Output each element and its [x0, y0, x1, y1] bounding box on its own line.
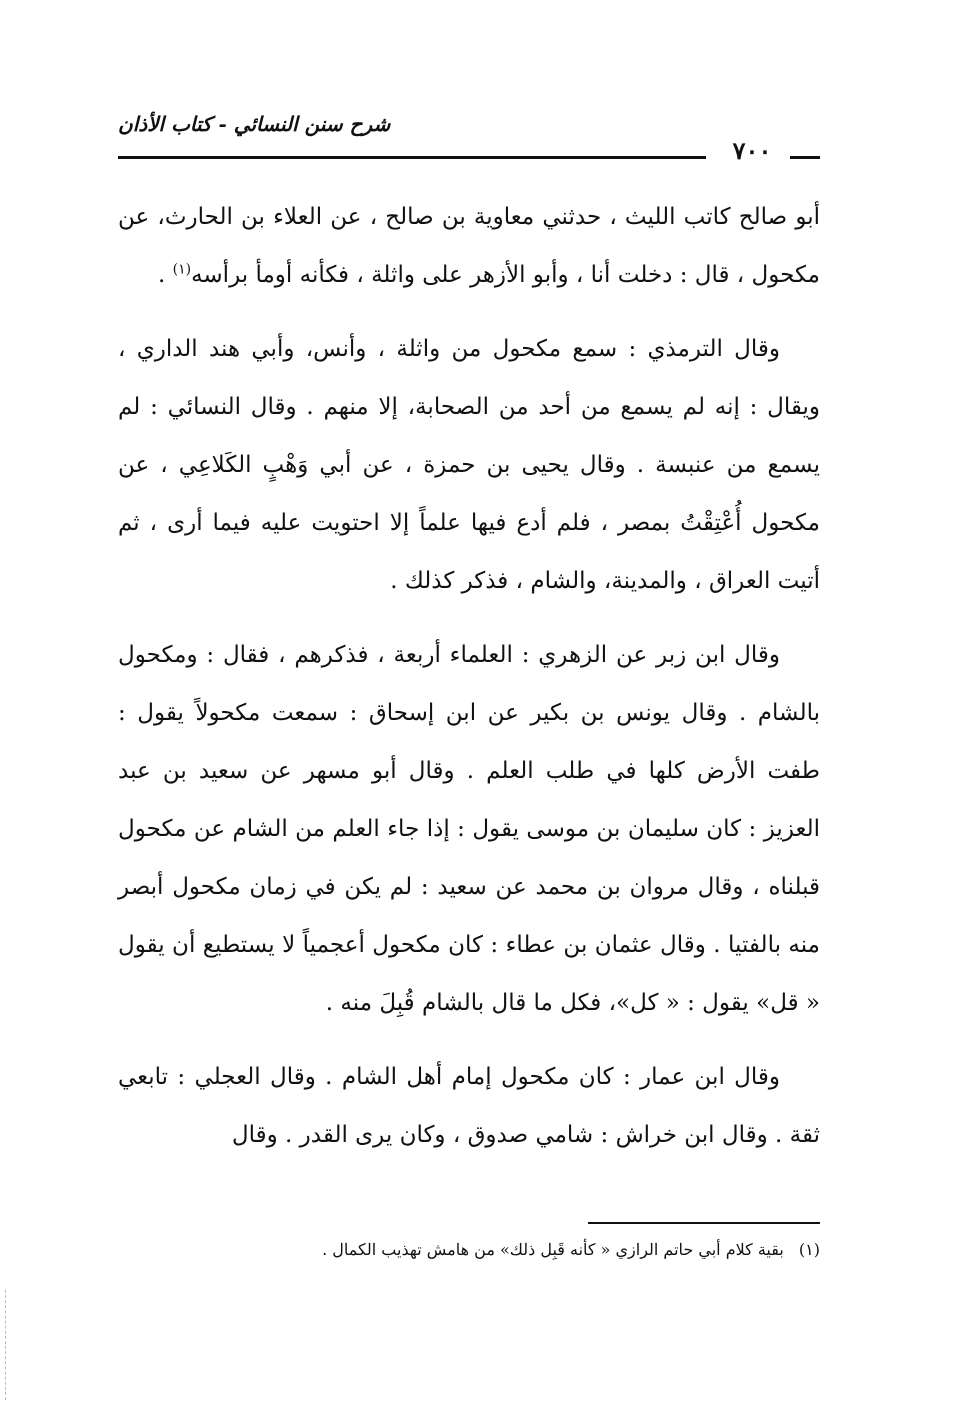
paragraph-1-text: أبو صالح كاتب الليث ، حدثني معاوية بن صالح ، عن العلاء بن الحارث، عن مكحول ، قال : دخلت أنا ، وأبو الأزهر على واثلة ، فكأنه أومأ برأسه — [118, 204, 820, 288]
scan-edge-mark — [5, 1290, 6, 1400]
paragraph-1-tail: . — [157, 262, 173, 288]
paragraph-1 — [118, 188, 820, 304]
footnote-text: بقية كلام أبي حاتم الرازي « كأنه قَبِل ذلك» من هامش تهذيب الكمال . — [322, 1240, 784, 1259]
paragraph-2: وقال الترمذي : سمع مكحول من واثلة ، وأنس، وأبي هند الداري ، ويقال : إنه لم يسمع من أحد من الصحابة، إلا منهم . وقال النسائي : لم يسمع من عنبسة . وقال يحيى بن حمزة ، عن أبي وَهْبٍ الكَلاعِي ، عن مكحول أُعْتِقْتُ بمصر ، فلم أدع فيها علماً إلا احتويت عليه فيما أرى ، ثم أتيت العراق ، والمدينة، والشام ، فذكر كذلك . — [118, 336, 820, 594]
paragraph-4: وقال ابن عمار : كان مكحول إمام أهل الشام . وقال العجلي : تابعي ثقة . وقال ابن خراش : شامي صدوق ، وكان يرى القدر . وقال — [118, 1064, 820, 1148]
footnote-reference: (١) — [172, 261, 192, 278]
body-text — [118, 188, 820, 1180]
footnote-number: (١) — [798, 1240, 820, 1259]
paragraph-3: وقال ابن زبر عن الزهري : العلماء أربعة ، فذكرهم ، فقال : ومكحول بالشام . وقال يونس بن بكير عن ابن إسحاق : سمعت مكحولاً يقول : طفت الأرض كلها في طلب العلم . وقال أبو مسهر عن سعيد بن عبد العزيز : كان سليمان بن موسى يقول : إذا جاء العلم من الشام عن مكحول قبلناه ، وقال مروان بن محمد عن سعيد : لم يكن في زمان مكحول أبصر منه بالفتيا . وقال عثمان بن عطاء : كان مكحول أعجمياً لا يستطيع أن يقول « قل» يقول : « كل»، فكل ما قال بالشام قُبِلَ منه . — [118, 642, 820, 1016]
footnote — [118, 1236, 820, 1264]
header-rule — [118, 156, 706, 159]
footnote-rule — [588, 1222, 820, 1224]
running-header-title: شرح سنن النسائي - كتاب الأذان — [118, 112, 391, 136]
page-number: ٧٠٠ — [732, 136, 772, 165]
page-number-dash — [790, 156, 820, 159]
